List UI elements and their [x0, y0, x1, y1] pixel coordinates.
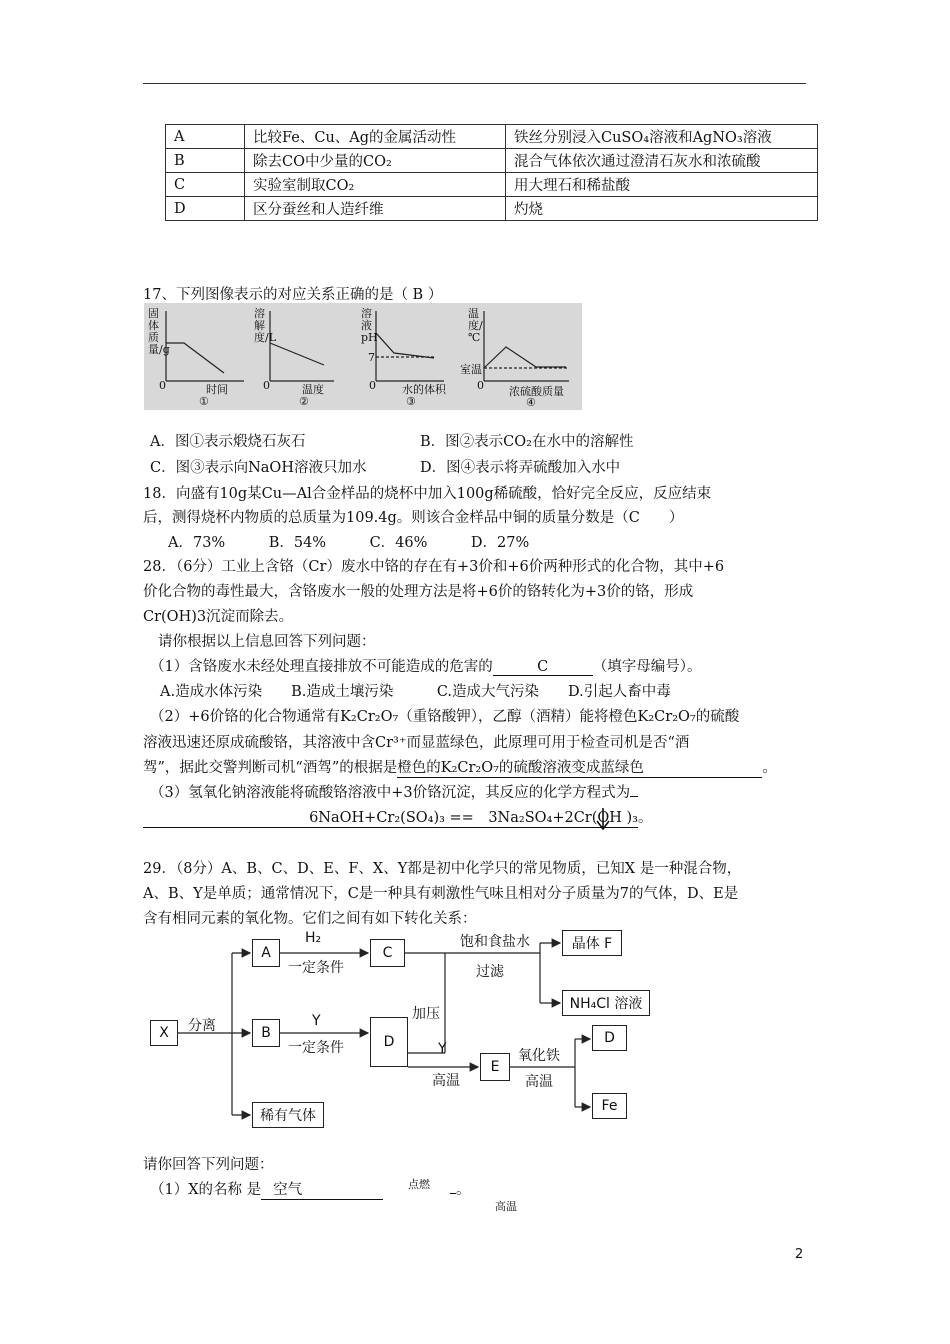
q28-part3-line2: [143, 806, 653, 828]
q18-options: A．73% B．54% C．46% D．27%: [168, 535, 530, 551]
node-e: E: [480, 1053, 510, 1081]
row-method: 铁丝分别浸入CuSO₄溶液和AgNO₃溶液: [506, 125, 818, 149]
label-h2: H₂: [305, 930, 322, 946]
graph4-mark: 室温: [460, 363, 482, 376]
q28-line1: 28．（6分）工业上含铬（Cr）废水中铬的存在有+3价和+6价两种形式的化合物，其中+6: [143, 559, 725, 575]
graph1-ylabel: 固体质量/g: [148, 307, 170, 356]
header-rule: [143, 83, 806, 84]
label-high-temp-1: 高温: [432, 1073, 460, 1089]
node-d: D: [370, 1017, 408, 1067]
q28-prompt: 请你根据以上信息回答下列问题：: [158, 634, 376, 650]
q28-line2: 价化合物的毒性最大，含铬废水一般的处理方法是将+6价的铬转化为+3价的铬，形成: [143, 584, 694, 600]
q29-high-temp-note: 高温: [495, 1200, 517, 1213]
graph2-origin: 0: [263, 379, 270, 392]
q29-answer1-value: 空气: [261, 1178, 383, 1200]
row-method: 混合气体依次通过澄清石灰水和浓硫酸: [506, 149, 818, 173]
label-condition-1: 一定条件: [288, 960, 344, 976]
options-table: [165, 124, 818, 221]
node-d-product: D: [592, 1025, 627, 1051]
q29-answer1-period: 。: [456, 1182, 471, 1198]
q28-part2-line1: （2）+6价铬的化合物通常有K₂Cr₂O₇（重铬酸钾），乙醇（酒精）能将橙色K₂Cr₂O₇的硫酸: [150, 709, 740, 725]
q17-option-a: A．图①表示煅烧石灰石: [150, 434, 306, 450]
graph2-xlabel: 温度: [302, 383, 324, 396]
label-y-2: Y: [438, 1041, 447, 1057]
graph2-ylabel: 溶解度/L: [254, 307, 277, 344]
q28-part2-suffix: 。: [762, 760, 777, 776]
label-condition-2: 一定条件: [288, 1040, 344, 1056]
graph1-xlabel: 时间: [206, 383, 228, 396]
graph3-origin: 0: [369, 379, 376, 392]
q29-ignite-note: 点燃: [408, 1178, 430, 1191]
table-row: [166, 173, 818, 197]
row-letter: D: [166, 197, 245, 221]
q17-option-c: C．图③表示向NaOH溶液只加水: [150, 460, 367, 476]
page-number: 2: [795, 1247, 804, 1262]
graph3-xlabel: 水的体积: [402, 383, 446, 396]
q29-ask: 请你回答下列问题：: [143, 1157, 274, 1173]
q28-part2-answer: 橙色的K₂Cr₂O₇的硫酸溶液变成蓝绿色: [397, 756, 762, 778]
q28-part3-equation: 6NaOH+Cr₂(SO₄)₃ == 3Na₂SO₄+2Cr(OH )₃: [143, 806, 638, 828]
q28-part1-answer: C: [493, 659, 593, 676]
q28-line3: Cr(OH)3沉淀而除去。: [143, 609, 294, 625]
label-high-temp-2: 高温: [525, 1074, 553, 1090]
row-method: 灼烧: [506, 197, 818, 221]
row-letter: C: [166, 173, 245, 197]
graph1-origin: 0: [159, 379, 166, 392]
q28-part3-text: （3）氢氧化钠溶液能将硫酸铬溶液中+3价铬沉淀，其反应的化学方程式为: [150, 785, 631, 801]
q28-part1-text: （1）含铬废水未经处理直接排放不可能造成的危害的: [150, 659, 493, 675]
label-pressure: 加压: [412, 1006, 440, 1022]
label-filter: 过滤: [476, 964, 504, 980]
q28-part3-blank-start: [630, 796, 638, 797]
q29-answer1-suffix: [450, 1178, 471, 1199]
label-brine: 饱和食盐水: [460, 934, 530, 950]
row-purpose: 实验室制取CO₂: [245, 173, 506, 197]
graph2-number: ②: [299, 395, 309, 408]
graph3-number: ③: [406, 395, 416, 408]
q28-part3-line1: [150, 781, 638, 802]
q18-line1: 18．向盛有10g某Cu—Al合金样品的烧杯中加入100g稀硫酸，恰好完全反应，反应结束: [143, 486, 712, 502]
row-purpose: 区分蚕丝和人造纤维: [245, 197, 506, 221]
label-y-1: Y: [312, 1013, 321, 1029]
q28-part3-suffix: 。: [638, 810, 653, 826]
node-nh4cl: NH₄Cl 溶液: [562, 990, 650, 1016]
node-rare-gas: 稀有气体: [252, 1102, 324, 1128]
q28-part2-text: 驾”，据此交警判断司机“酒驾”的根据是: [143, 760, 398, 776]
label-iron-oxide: 氧化铁: [518, 1048, 560, 1064]
row-letter: A: [166, 125, 245, 149]
q29-answer1-text: （1）X的名称 是: [150, 1182, 262, 1198]
precipitate-arrow-icon: [595, 808, 611, 832]
graph4-origin: 0: [477, 379, 484, 392]
graph3-ylabel: 溶液pH: [361, 307, 378, 344]
q28-part2-line2: 溶液迅速还原成硫酸铬，其溶液中含Cr³⁺而显蓝绿色，此原理可用于检查司机是否“酒: [143, 735, 690, 751]
table-row: [166, 125, 818, 149]
q17-stem: 17、下列图像表示的对应关系正确的是（ B ）: [143, 287, 443, 303]
node-fe: Fe: [592, 1093, 627, 1119]
q18-line2: 后，测得烧杯内物质的总质量为109.4g。则该合金样品中铜的质量分数是（C ）: [143, 510, 684, 526]
table-row: [166, 197, 818, 221]
graph4-number: ④: [526, 396, 536, 409]
q17-option-b: B．图②表示CO₂在水中的溶解性: [420, 434, 634, 450]
graph4-xlabel: 浓硫酸质量: [509, 385, 564, 398]
q29-line2: A、B、Y是单质；通常情况下，C是一种具有刺激性气味且相对分子质量为7的气体，D、E是: [143, 886, 739, 902]
row-purpose: 除去CO中少量的CO₂: [245, 149, 506, 173]
graph4-ylabel: 温度/℃: [468, 307, 483, 344]
row-purpose: 比较Fe、Cu、Ag的金属活动性: [245, 125, 506, 149]
q29-flowchart: [140, 925, 660, 1135]
node-crystal-f: 晶体 F: [562, 930, 622, 956]
q29-answer1: [150, 1178, 383, 1200]
node-a: A: [252, 939, 280, 967]
q28-part2-line3: [143, 756, 777, 778]
graph3-mark: 7: [368, 351, 375, 364]
q17-graph-strip: [144, 303, 582, 410]
row-letter: B: [166, 149, 245, 173]
node-x: X: [150, 1020, 178, 1046]
q28-part1: [150, 655, 701, 676]
q29-line1: 29．（8分）A、B、C、D、E、F、X、Y都是初中化学只的常见物质，已知X 是一种混合物，: [143, 861, 742, 877]
q17-option-d: D．图④表示将弄硫酸加入水中: [420, 460, 621, 476]
row-method: 用大理石和稀盐酸: [506, 173, 818, 197]
graph1-number: ①: [199, 395, 209, 408]
q28-part1-suffix: （填字母编号）。: [592, 659, 702, 675]
q28-part1-options: A.造成水体污染 B.造成土壤污染 C.造成大气污染 D.引起人畜中毒: [160, 684, 671, 700]
node-b: B: [252, 1019, 280, 1047]
table-row: [166, 149, 818, 173]
label-separate: 分离: [188, 1018, 216, 1034]
node-c: C: [370, 939, 405, 967]
q29-line3: 含有相同元素的氧化物。它们之间有如下转化关系：: [143, 911, 477, 927]
